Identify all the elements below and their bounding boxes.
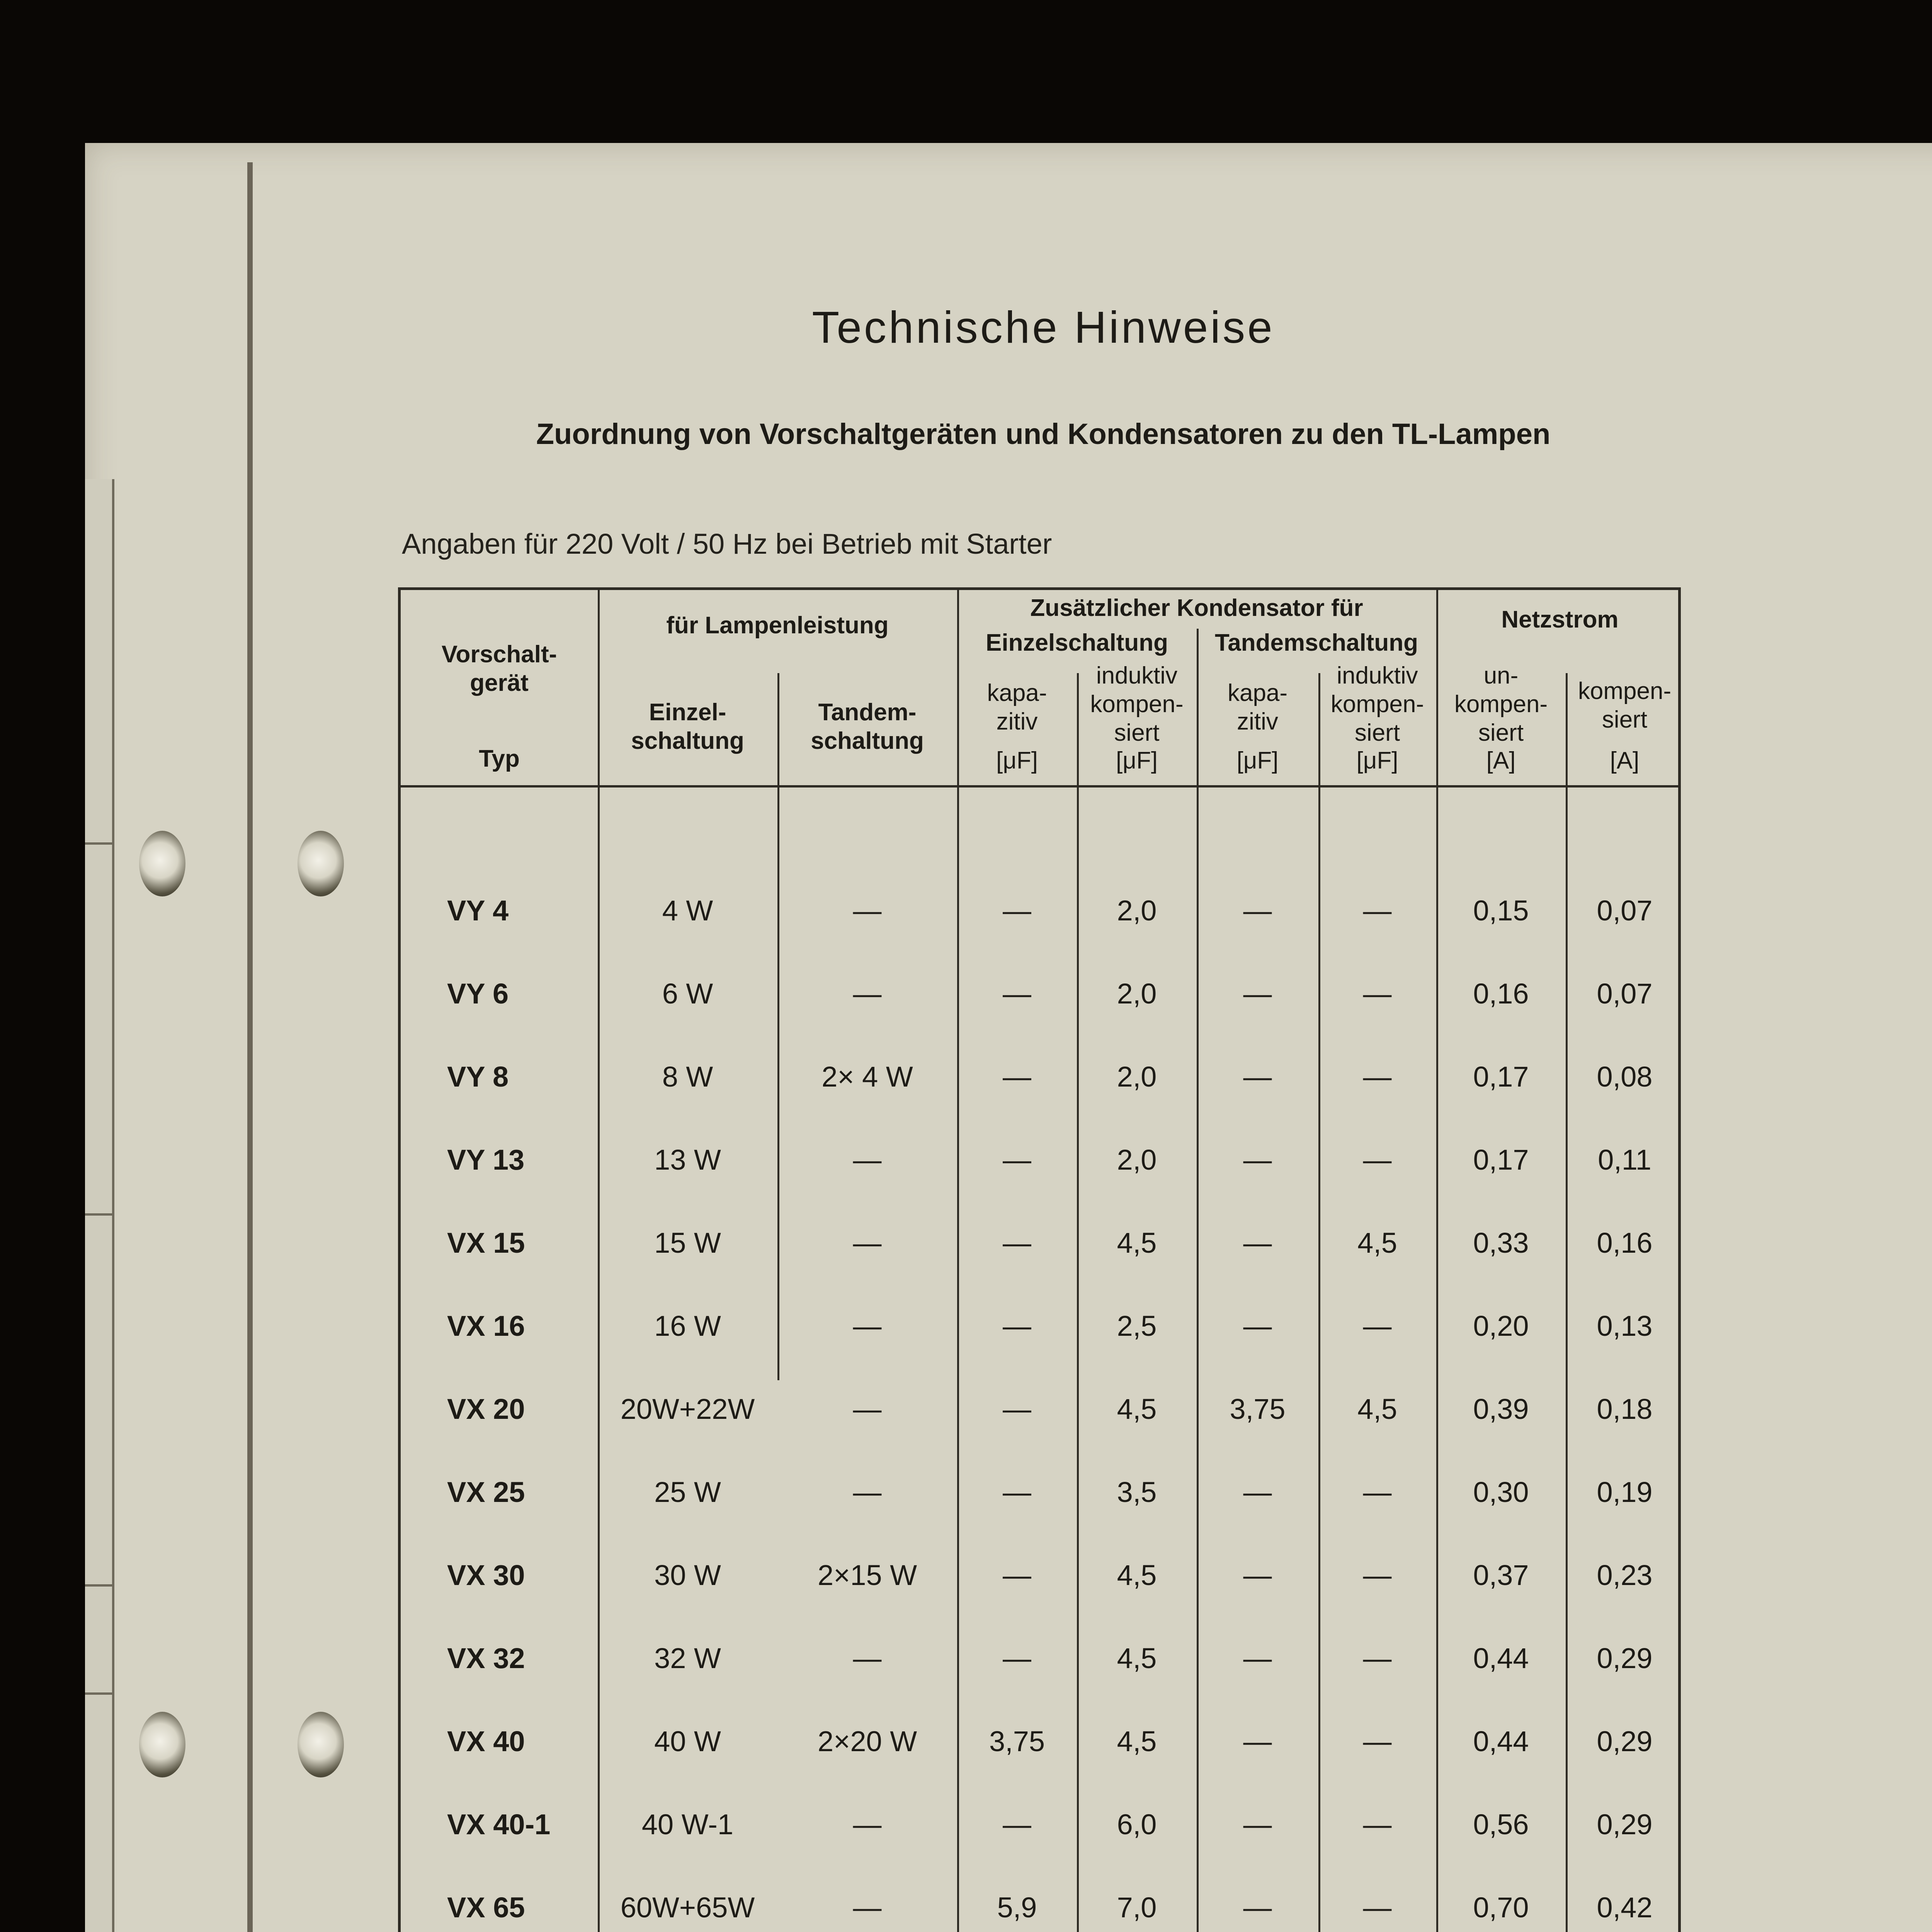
cell-typ: VX 32 <box>447 1642 525 1674</box>
cell-typ: VY 4 <box>447 895 509 927</box>
header-text: induktiv <box>1337 662 1418 689</box>
cell-tandem-kapazitiv: — <box>1243 1725 1272 1757</box>
cell-einzel-induktiv: 4,5 <box>1117 1725 1157 1757</box>
cell-tandem: — <box>853 1144 882 1176</box>
cell-unkompensiert: 0,39 <box>1473 1393 1529 1425</box>
cell-tandem: — <box>853 1393 882 1425</box>
cell-einzel-induktiv: 2,0 <box>1117 895 1157 927</box>
cell-einzel-induktiv: 7,0 <box>1117 1891 1157 1923</box>
cell-einzel-induktiv: 3,5 <box>1117 1476 1157 1508</box>
cell-tandem-induktiv: — <box>1363 1642 1392 1674</box>
header-text: zitiv <box>996 708 1038 735</box>
table-row <box>401 1220 1678 1266</box>
table-row <box>401 1801 1678 1848</box>
cell-unkompensiert: 0,16 <box>1473 978 1529 1010</box>
header-text: siert <box>1354 719 1400 746</box>
cell-unkompensiert: 0,70 <box>1473 1891 1529 1923</box>
cell-einzel: 25 W <box>654 1476 721 1508</box>
cell-kompensiert: 0,29 <box>1597 1725 1653 1757</box>
cell-einzel: 20W+22W <box>620 1393 755 1425</box>
cell-einzel-induktiv: 4,5 <box>1117 1227 1157 1259</box>
cell-tandem: — <box>853 1476 882 1508</box>
cell-tandem-induktiv: 4,5 <box>1357 1393 1397 1425</box>
unit-a: [A] <box>1610 747 1639 774</box>
table-row <box>401 1386 1678 1432</box>
cell-tandem: — <box>853 1642 882 1674</box>
cell-einzel-induktiv: 4,5 <box>1117 1642 1157 1674</box>
cell-tandem-kapazitiv: — <box>1243 1476 1272 1508</box>
cell-kompensiert: 0,08 <box>1597 1061 1653 1093</box>
cell-tandem-kapazitiv: 3,75 <box>1230 1393 1286 1425</box>
cell-typ: VX 25 <box>447 1476 525 1508</box>
table-row <box>401 1884 1678 1931</box>
unit-uf: [μF] <box>996 747 1038 774</box>
cell-einzel-induktiv: 6,0 <box>1117 1808 1157 1840</box>
cell-kompensiert: 0,19 <box>1597 1476 1653 1508</box>
cell-einzel-induktiv: 4,5 <box>1117 1393 1157 1425</box>
header-sub-einzel: Einzelschaltung <box>986 629 1168 656</box>
cell-tandem-kapazitiv: — <box>1243 978 1272 1010</box>
cell-einzel: 60W+65W <box>620 1891 755 1923</box>
punch-hole <box>298 831 344 896</box>
cell-tandem-kapazitiv: — <box>1243 1559 1272 1591</box>
cell-einzel: 30 W <box>654 1559 721 1591</box>
cell-unkompensiert: 0,37 <box>1473 1559 1529 1591</box>
header-text: gerät <box>470 670 529 696</box>
cell-tandem-induktiv: — <box>1363 895 1392 927</box>
table-row <box>401 1635 1678 1682</box>
intro-text: Angaben für 220 Volt / 50 Hz bei Betrieb mit Starter <box>402 528 1052 560</box>
cell-einzel-kapazitiv: — <box>1003 1310 1031 1342</box>
header-text: kompen- <box>1454 691 1548 718</box>
cell-typ: VX 16 <box>447 1310 525 1342</box>
cell-tandem-kapazitiv: — <box>1243 1061 1272 1093</box>
cell-tandem-kapazitiv: — <box>1243 1891 1272 1923</box>
punch-hole <box>139 1712 185 1777</box>
cell-unkompensiert: 0,33 <box>1473 1227 1529 1259</box>
header-typ: Typ <box>479 745 520 772</box>
header-text: kompen- <box>1578 678 1672 704</box>
cell-typ: VX 15 <box>447 1227 525 1259</box>
cell-typ: VX 65 <box>447 1891 525 1923</box>
header-col-typ <box>401 640 598 697</box>
cell-einzel: 15 W <box>654 1227 721 1259</box>
unit-a: [A] <box>1486 747 1516 774</box>
cell-einzel: 40 W <box>654 1725 721 1757</box>
header-text: siert <box>1478 719 1524 746</box>
cell-tandem-induktiv: — <box>1363 1476 1392 1508</box>
cell-tandem: 2× 4 W <box>821 1061 913 1093</box>
cell-tandem-kapazitiv: — <box>1243 1310 1272 1342</box>
cell-einzel: 16 W <box>654 1310 721 1342</box>
cell-tandem: 2×15 W <box>817 1559 917 1591</box>
cell-einzel-kapazitiv: — <box>1003 1227 1031 1259</box>
cell-einzel-kapazitiv: 3,75 <box>989 1725 1045 1757</box>
cell-typ: VY 13 <box>447 1144 525 1176</box>
cell-typ: VX 30 <box>447 1559 525 1591</box>
cell-einzel: 32 W <box>654 1642 721 1674</box>
cell-unkompensiert: 0,30 <box>1473 1476 1529 1508</box>
cell-tandem-induktiv: — <box>1363 978 1392 1010</box>
cell-einzel-kapazitiv: — <box>1003 1808 1031 1840</box>
cell-kompensiert: 0,07 <box>1597 895 1653 927</box>
cell-einzel: 13 W <box>654 1144 721 1176</box>
header-sub-tandem: Tandemschaltung <box>1215 629 1418 656</box>
cell-kompensiert: 0,16 <box>1597 1227 1653 1259</box>
cell-kompensiert: 0,11 <box>1598 1144 1651 1176</box>
cell-tandem: — <box>853 1891 882 1923</box>
cell-einzel-induktiv: 2,5 <box>1117 1310 1157 1342</box>
film-negative-marking <box>796 680 1932 842</box>
cell-einzel-kapazitiv: — <box>1003 1642 1031 1674</box>
cell-kompensiert: 0,29 <box>1597 1808 1653 1840</box>
cell-tandem-induktiv: — <box>1363 1559 1392 1591</box>
cell-tandem-induktiv: — <box>1363 1725 1392 1757</box>
cell-tandem-induktiv: 4,5 <box>1357 1227 1397 1259</box>
cell-tandem-induktiv: — <box>1363 1808 1392 1840</box>
cell-einzel-kapazitiv: — <box>1003 1061 1031 1093</box>
cell-einzel-induktiv: 2,0 <box>1117 978 1157 1010</box>
cell-einzel-kapazitiv: — <box>1003 1393 1031 1425</box>
underlying-sheet-edge <box>85 479 114 1932</box>
cell-typ: VX 20 <box>447 1393 525 1425</box>
punch-hole <box>139 831 185 896</box>
header-einzel <box>598 698 777 755</box>
cell-kompensiert: 0,42 <box>1597 1891 1653 1923</box>
cell-einzel: 4 W <box>662 895 713 927</box>
cell-einzel-kapazitiv: — <box>1003 1476 1031 1508</box>
cell-kompensiert: 0,18 <box>1597 1393 1653 1425</box>
header-text: siert <box>1114 719 1160 746</box>
cell-unkompensiert: 0,44 <box>1473 1642 1529 1674</box>
cell-einzel-induktiv: 4,5 <box>1117 1559 1157 1591</box>
cell-unkompensiert: 0,15 <box>1473 895 1529 927</box>
table-row <box>401 888 1678 934</box>
table-row <box>401 1552 1678 1599</box>
cell-einzel-induktiv: 2,0 <box>1117 1144 1157 1176</box>
cell-einzel: 40 W-1 <box>641 1808 734 1840</box>
cell-einzel: 8 W <box>662 1061 713 1093</box>
header-text: schaltung <box>631 728 744 754</box>
cell-tandem-kapazitiv: — <box>1243 895 1272 927</box>
cell-tandem-induktiv: — <box>1363 1061 1392 1093</box>
header-text: zitiv <box>1237 708 1278 735</box>
cell-tandem-induktiv: — <box>1363 1891 1392 1923</box>
cell-kompensiert: 0,07 <box>1597 978 1653 1010</box>
cell-tandem: — <box>853 895 882 927</box>
cell-unkompensiert: 0,44 <box>1473 1725 1529 1757</box>
page-title: Technische Hinweise <box>812 302 1275 352</box>
cell-tandem: — <box>853 1310 882 1342</box>
cell-unkompensiert: 0,56 <box>1473 1808 1529 1840</box>
header-text: siert <box>1602 706 1648 733</box>
cell-kompensiert: 0,29 <box>1597 1642 1653 1674</box>
table-row <box>401 1054 1678 1100</box>
cell-tandem: — <box>853 1808 882 1840</box>
sheet-line <box>85 1584 112 1587</box>
unit-uf: [μF] <box>1356 747 1398 774</box>
cell-tandem-kapazitiv: — <box>1243 1642 1272 1674</box>
sheet-line <box>85 842 112 845</box>
cell-einzel-kapazitiv: — <box>1003 978 1031 1010</box>
cell-einzel-kapazitiv: — <box>1003 895 1031 927</box>
cell-einzel: 6 W <box>662 978 713 1010</box>
header-group-lamp: für Lampenleistung <box>666 612 889 639</box>
cell-einzel-kapazitiv: 5,9 <box>997 1891 1037 1923</box>
cell-typ: VX 40-1 <box>447 1808 551 1840</box>
cell-kompensiert: 0,23 <box>1597 1559 1653 1591</box>
table-row <box>401 1137 1678 1183</box>
cell-tandem-kapazitiv: — <box>1243 1144 1272 1176</box>
table-row <box>401 1469 1678 1515</box>
sheet-line <box>85 1213 112 1216</box>
header-text: kompen- <box>1090 691 1184 718</box>
cell-tandem-kapazitiv: — <box>1243 1808 1272 1840</box>
header-text: kompen- <box>1330 691 1424 718</box>
header-text: Tandem- <box>818 699 917 726</box>
table-row <box>401 1718 1678 1765</box>
cell-unkompensiert: 0,17 <box>1473 1144 1529 1176</box>
header-text: un- <box>1483 662 1519 689</box>
cell-typ: VY 6 <box>447 978 509 1010</box>
table-row <box>401 1303 1678 1349</box>
cell-tandem: — <box>853 1227 882 1259</box>
column-divider <box>777 673 779 1380</box>
sheet-line <box>85 1692 112 1695</box>
cell-kompensiert: 0,13 <box>1597 1310 1653 1342</box>
cell-einzel-kapazitiv: — <box>1003 1559 1031 1591</box>
cell-tandem: 2×20 W <box>817 1725 917 1757</box>
unit-uf: [μF] <box>1116 747 1158 774</box>
table-row <box>401 971 1678 1017</box>
cell-typ: VY 8 <box>447 1061 509 1093</box>
cell-tandem-induktiv: — <box>1363 1310 1392 1342</box>
cell-typ: VX 40 <box>447 1725 525 1757</box>
header-text: kapa- <box>1227 680 1288 706</box>
header-text: Einzel- <box>649 699 726 726</box>
header-text: schaltung <box>811 728 924 754</box>
cell-unkompensiert: 0,20 <box>1473 1310 1529 1342</box>
punch-hole <box>298 1712 344 1777</box>
page-subtitle: Zuordnung von Vorschaltgeräten und Kondensatoren zu den TL-Lampen <box>536 418 1551 451</box>
cell-tandem-kapazitiv: — <box>1243 1227 1272 1259</box>
header-text: induktiv <box>1096 662 1178 689</box>
header-text: Vorschalt- <box>441 641 557 668</box>
cell-tandem: — <box>853 978 882 1010</box>
cell-tandem-induktiv: — <box>1363 1144 1392 1176</box>
unit-uf: [μF] <box>1236 747 1279 774</box>
binder-spine-line <box>247 162 253 1932</box>
header-text: kapa- <box>987 680 1047 706</box>
cell-einzel-kapazitiv: — <box>1003 1144 1031 1176</box>
header-group-kondensator: Zusätzlicher Kondensator für <box>1030 595 1363 621</box>
cell-einzel-induktiv: 2,0 <box>1117 1061 1157 1093</box>
cell-unkompensiert: 0,17 <box>1473 1061 1529 1093</box>
header-group-netzstrom: Netzstrom <box>1501 606 1619 633</box>
